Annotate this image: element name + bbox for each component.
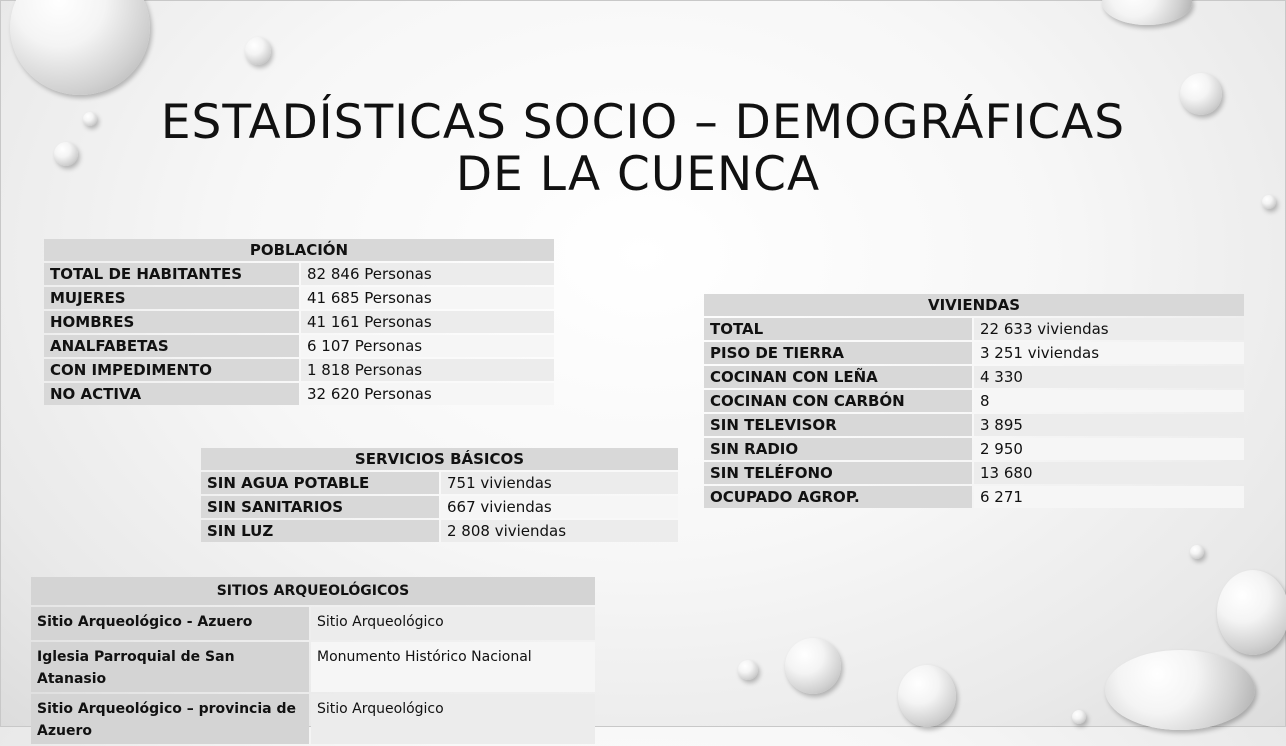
water-drop-decoration <box>245 37 271 65</box>
row-label: Iglesia Parroquial de San Atanasio <box>31 642 309 692</box>
table-row <box>704 318 1244 340</box>
row-value: 41 685 Personas <box>301 287 554 309</box>
table-row <box>44 263 554 285</box>
table-row <box>704 414 1244 436</box>
table-row <box>201 472 678 494</box>
row-value: 6 271 <box>974 486 1244 508</box>
table-row <box>44 311 554 333</box>
row-label: HOMBRES <box>44 311 299 333</box>
table-row <box>31 607 595 640</box>
row-label: COCINAN CON CARBÓN <box>704 390 972 412</box>
row-label: SIN RADIO <box>704 438 972 460</box>
table-row <box>704 438 1244 460</box>
table-row <box>31 642 595 692</box>
table-row <box>44 383 554 405</box>
row-label: SIN TELÉFONO <box>704 462 972 484</box>
table-row <box>31 694 595 744</box>
slide-title-line-1: ESTADÍSTICAS SOCIO – DEMOGRÁFICAS <box>160 95 1126 150</box>
row-value: Sitio Arqueológico <box>311 607 595 640</box>
water-drop-decoration <box>898 665 956 727</box>
row-label: SIN SANITARIOS <box>201 496 439 518</box>
viviendas-table <box>702 292 1246 510</box>
table-row <box>201 496 678 518</box>
water-drop-decoration <box>1217 570 1286 655</box>
table-row <box>44 335 554 357</box>
row-value: Sitio Arqueológico <box>311 694 595 744</box>
table-row <box>704 486 1244 508</box>
row-label: TOTAL DE HABITANTES <box>44 263 299 285</box>
servicios-table <box>199 446 680 544</box>
table-row <box>704 390 1244 412</box>
table-row <box>44 359 554 381</box>
row-label: PISO DE TIERRA <box>704 342 972 364</box>
row-value: 3 895 <box>974 414 1244 436</box>
table-row <box>704 342 1244 364</box>
water-drop-decoration <box>1190 545 1204 559</box>
row-value: 22 633 viviendas <box>974 318 1244 340</box>
water-drop-decoration <box>738 660 758 680</box>
row-label: ANALFABETAS <box>44 335 299 357</box>
row-value: 667 viviendas <box>441 496 678 518</box>
table-row <box>44 287 554 309</box>
row-value: 6 107 Personas <box>301 335 554 357</box>
sitios-table <box>29 575 597 746</box>
row-label: CON IMPEDIMENTO <box>44 359 299 381</box>
row-value: 1 818 Personas <box>301 359 554 381</box>
row-value: 751 viviendas <box>441 472 678 494</box>
poblacion-table <box>42 237 556 407</box>
row-value: 2 808 viviendas <box>441 520 678 542</box>
row-label: Sitio Arqueológico – provincia de Azuero <box>31 694 309 744</box>
slide-title-line-2: DE LA CUENCA <box>455 147 821 202</box>
row-value: 2 950 <box>974 438 1244 460</box>
water-drop-decoration <box>1072 710 1086 724</box>
row-value: 82 846 Personas <box>301 263 554 285</box>
poblacion-header: POBLACIÓN <box>44 239 554 261</box>
row-value: 8 <box>974 390 1244 412</box>
row-value: 32 620 Personas <box>301 383 554 405</box>
row-value: 13 680 <box>974 462 1244 484</box>
table-row <box>704 366 1244 388</box>
row-value: Monumento Histórico Nacional <box>311 642 595 692</box>
row-label: SIN AGUA POTABLE <box>201 472 439 494</box>
row-label: Sitio Arqueológico - Azuero <box>31 607 309 640</box>
row-label: TOTAL <box>704 318 972 340</box>
row-label: MUJERES <box>44 287 299 309</box>
table-row <box>201 520 678 542</box>
row-label: SIN LUZ <box>201 520 439 542</box>
viviendas-header: VIVIENDAS <box>704 294 1244 316</box>
row-value: 4 330 <box>974 366 1244 388</box>
row-label: COCINAN CON LEÑA <box>704 366 972 388</box>
water-drop-decoration <box>1105 650 1255 730</box>
sitios-header: SITIOS ARQUEOLÓGICOS <box>31 577 595 605</box>
table-row <box>704 462 1244 484</box>
row-label: NO ACTIVA <box>44 383 299 405</box>
row-value: 41 161 Personas <box>301 311 554 333</box>
servicios-header: SERVICIOS BÁSICOS <box>201 448 678 470</box>
row-label: OCUPADO AGROP. <box>704 486 972 508</box>
row-label: SIN TELEVISOR <box>704 414 972 436</box>
row-value: 3 251 viviendas <box>974 342 1244 364</box>
water-drop-decoration <box>785 638 841 694</box>
